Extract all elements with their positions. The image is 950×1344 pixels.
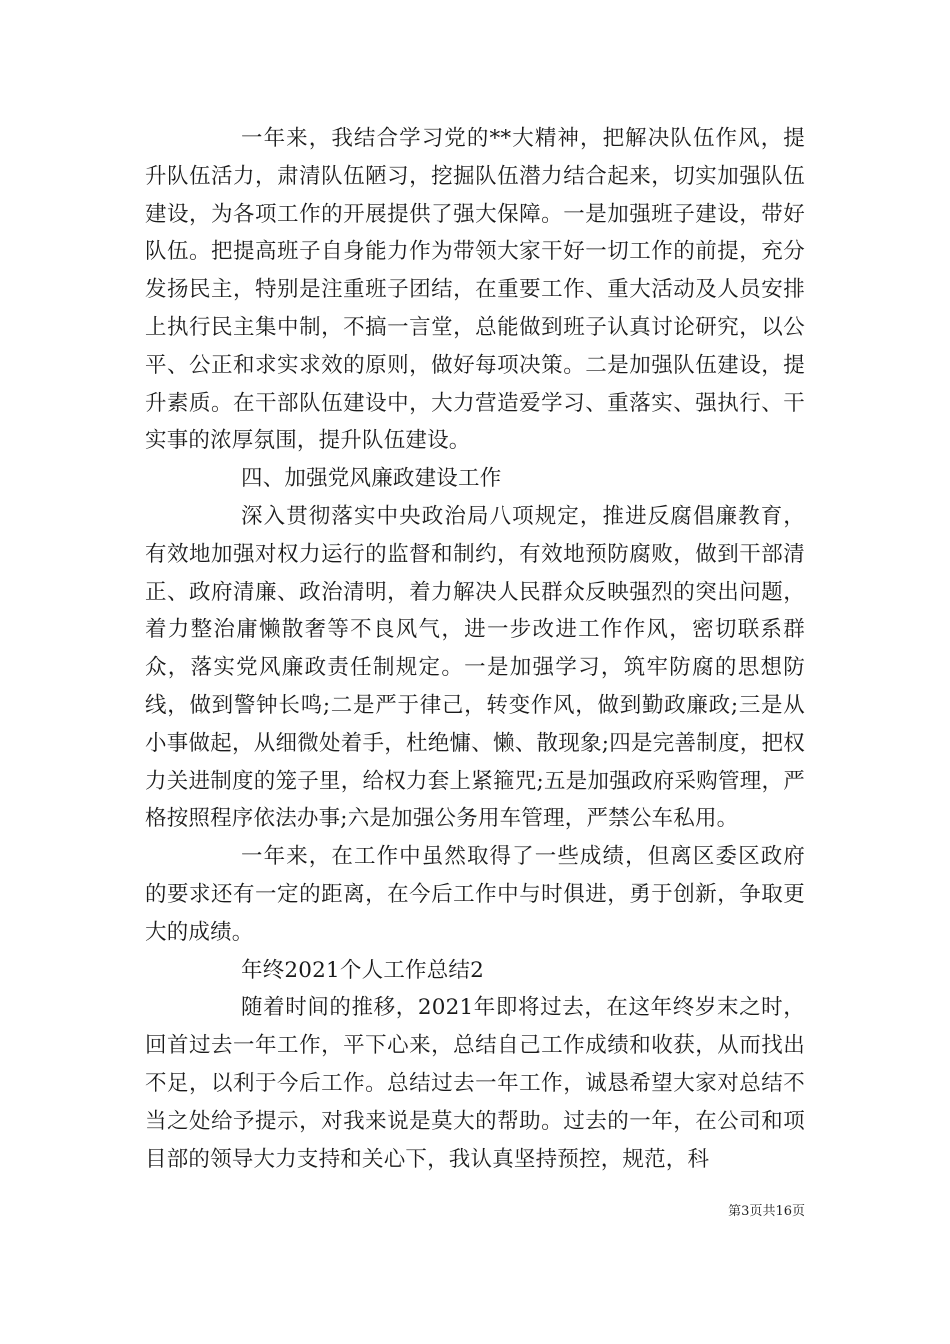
document-body: [145, 120, 805, 1178]
section-heading-summary-2: 年终2021个人工作总结2: [241, 957, 484, 983]
page-number: 第3页共16页: [728, 1204, 805, 1219]
paragraph-integrity: 深入贯彻落实中央政治局八项规定，推进反腐倡廉教育，有效地加强对权力运行的监督和制约，有效地预防腐败，做到干部清正、政府清廉、政治清明，着力解决人民群众反映强烈的突出问题，着力整治庸懒散奢等不良风气，进一步改进工作作风，密切联系群众，落实党风廉政责任制规定。一是加强学习，筑牢防腐的思想防线，做到警钟长鸣;二是严于律己，转变作风，做到勤政廉政;三是从小事做起，从细微处着手，杜绝慵、懒、散现象;四是完善制度，把权力关进制度的笼子里，给权力套上紧箍咒;五是加强政府采购管理，严格按照程序依法办事;六是加强公务用车管理，严禁公车私用。: [145, 503, 805, 832]
paragraph-summary-intro: 随着时间的推移，2021年即将过去，在这年终岁末之时，回首过去一年工作，平下心来，总结自己工作成绩和收获，从而找出不足，以利于今后工作。总结过去一年工作，诚恳希望大家对总结不当之处给予提示，对我来说是莫大的帮助。过去的一年，在公司和项目部的领导大力支持和关心下，我认真坚持预控，规范，科: [145, 995, 805, 1172]
section-heading-integrity: 四、加强党风廉政建设工作: [241, 466, 502, 492]
paragraph-conclusion: 一年来，在工作中虽然取得了一些成绩，但离区委区政府的要求还有一定的距离，在今后工作中与时俱进，勇于创新，争取更大的成绩。: [145, 844, 805, 945]
paragraph-team-building: 一年来，我结合学习党的**大精神，把解决队伍作风，提升队伍活力，肃清队伍陋习，挖掘队伍潜力结合起来，切实加强队伍建设，为各项工作的开展提供了强大保障。一是加强班子建设，带好队伍。把提高班子自身能力作为带领大家干好一切工作的前提，充分发扬民主，特别是注重班子团结，在重要工作、重大活动及人员安排上执行民主集中制，不搞一言堂，总能做到班子认真讨论研究，以公平、公正和求实求效的原则，做好每项决策。二是加强队伍建设，提升素质。在干部队伍建设中，大力营造爱学习、重落实、强执行、干实事的浓厚氛围，提升队伍建设。: [145, 126, 805, 454]
